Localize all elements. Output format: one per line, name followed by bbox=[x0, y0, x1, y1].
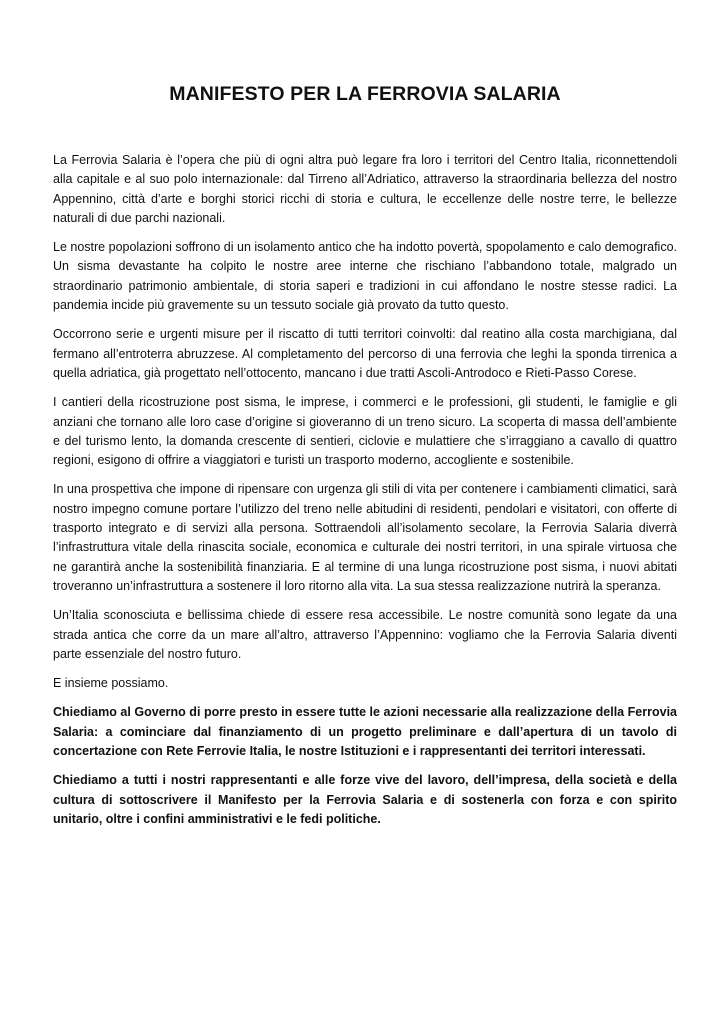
paragraph-perspective: In una prospettiva che impone di ripensare con urgenza gli stili di vita per contenere i cambiamenti climatici, sarà nostro impegno comune portare l’utilizzo del treno nelle abitudini di residenti, pendolari e visitatori, con offerte di trasporto integrato e di servizi alla persona. Sottraendoli all’isolamento secolare, la Ferrovia Salaria diverrà l’infrastruttura vitale della rinascita sociale, economica e culturale dei nostri territori, in una spirale virtuosa che ne garantirà anche la sostenibilità finanziaria. E al termine di una lunga ricostruzione post sisma, i nuovi abitati troveranno un’infrastruttura a sostenere il loro ritorno alla vita. La sua stessa realizzazione nutrirà la speranza. bbox=[53, 482, 677, 593]
page-title: MANIFESTO PER LA FERROVIA SALARIA bbox=[169, 83, 561, 105]
paragraph-measures: Occorrono serie e urgenti misure per il riscatto di tutti territori coinvolti: dal reatino alla costa marchigiana, dal fermano all’entroterra abruzzese. Al completamento del percorso di una ferrovia che leghi la sponda tirrenica a quella adriatica, già progettato nell’ottocento, mancano i due tratti Ascoli-Antrodoco e Rieti-Passo Corese. bbox=[53, 327, 677, 380]
paragraph-isolation: Le nostre popolazioni soffrono di un isolamento antico che ha indotto povertà, spopolamento e calo demografico. Un sisma devastante ha colpito le nostre aree interne che rischiano l’abbandono totale, malgrado un straordinario patrimonio ambientale, di storia saperi e tradizioni in cui affondano le nostre stesse radici. La pandemia incide più gravemente su un tessuto sociale già provato da tutto questo. bbox=[53, 240, 677, 313]
paragraph-reconstruction: I cantieri della ricostruzione post sisma, le imprese, i commerci e le professioni, gli studenti, le famiglie e gli anziani che tornano alle loro case d’origine si gioveranno di un treno sicuro. La scoperta di massa dell’ambiente e del turismo lento, la domanda crescente di sentieri, ciclovie e mulattiere che s’irraggiano a cavallo di quattro regioni, esigono di offrire a viaggiatori e turisti un trasporto moderno, accogliente e sostenibile. bbox=[53, 395, 677, 468]
paragraph-italy: Un’Italia sconosciuta e bellissima chiede di essere resa accessibile. Le nostre comunità sono legate da una strada antica che corre da un mare all’altro, attraverso l’Appennino: vogliamo che la Ferrovia Salaria diventi parte essenziale del nostro futuro. bbox=[53, 608, 677, 661]
paragraph-request-representatives: Chiediamo a tutti i nostri rappresentanti e alle forze vive del lavoro, dell’impresa, della società e della cultura di sottoscrivere il Manifesto per la Ferrovia Salaria e di sostenerla con forza e con spirito unitario, oltre i confini amministrativi e le fedi politiche. bbox=[53, 773, 677, 826]
paragraph-together: E insieme possiamo. bbox=[53, 676, 169, 691]
paragraph-request-government: Chiediamo al Governo di porre presto in essere tutte le azioni necessarie alla realizzazione della Ferrovia Salaria: a cominciare dal finanziamento di un progetto preliminare e dall’apertura di un tavolo di concertazione con Rete Ferrovie Italia, le nostre Istituzioni e i rappresentanti dei territori interessati. bbox=[53, 705, 677, 759]
paragraph-intro: La Ferrovia Salaria è l’opera che più di ogni altra può legare fra loro i territori del Centro Italia, riconnettendoli alla capitale e al suo polo internazionale: dal Tirreno all’Adriatico, attraverso la straordinaria bellezza del nostro Appennino, città d’arte e borghi storici ricchi di storia e cultura, le eccellenze delle nostre terre, le bellezze naturali di due parchi nazionali. bbox=[53, 153, 677, 225]
